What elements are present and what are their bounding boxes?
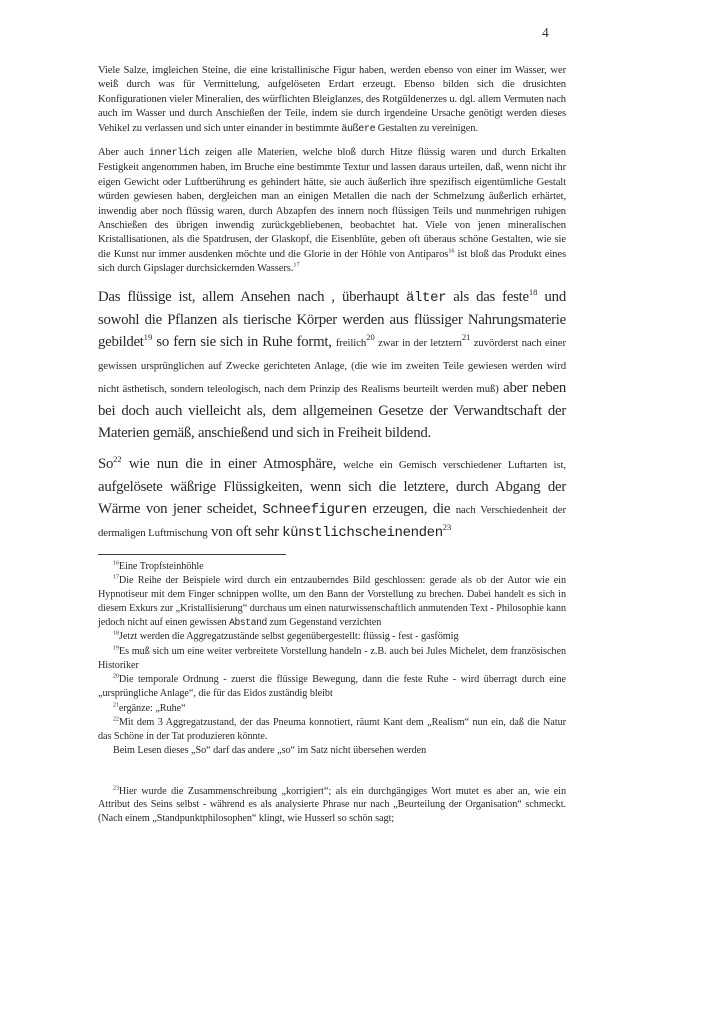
text-run: ergänze: „Ruhe“: [118, 702, 186, 714]
footnote-text: [98, 702, 566, 716]
footnote-number: 22: [113, 717, 119, 724]
text-run: älter: [406, 289, 447, 306]
footnote-18: [98, 630, 566, 644]
footnote-text: [98, 785, 566, 826]
text-run: aber neben bei doch auch vielleicht als, dem allgemeinen Gesetze der Verwandtschaft der Materien gemäß, anschießend und sich in Freiheit bildend.: [98, 379, 567, 441]
footnote-reference: 17: [293, 262, 300, 269]
paragraph: [98, 286, 566, 444]
text-run: ist bloß das Produkt eines sich durch Gipslager durchsickernden Wassers.: [98, 248, 566, 275]
text-run: zwar in der letztern: [374, 336, 462, 349]
text-run: zum Gegenstand verzichten: [266, 616, 382, 628]
text-run: Das flüssige ist, allem Ansehen nach , überhaupt: [98, 288, 406, 305]
text-run: und sowohl die Pflanzen als tierische Körper werden aus flüssiger Nahrungsmaterie gebildet: [98, 288, 566, 350]
footnote-19: [98, 645, 566, 672]
text-run: Eine Tropfsteinhöhle: [118, 560, 204, 572]
page-content: [98, 64, 566, 827]
text-run: künstlichscheinenden: [282, 524, 443, 541]
text-run: zeigen alle Materien, welche bloß durch Hitze flüssig waren und durch Erkalten Festigkeit angenommen haben, im Bruche eine bestimmte Textur und lassen daraus urteilen, daß, wenn nicht ihr eigen Gewicht oder Luftberührung es gehindert hätte, sie auch äußerlich ihre spezifisch eigentümliche Gestalt würden gewiesen haben, dergleichen man an einigen Metallen die nach der Schmelzung äußerlich erhärtet, inwendig aber noch flüssig waren, durch Abzapfen des innern noch flüssigen Teils und nunmehrigen ruhigen Anschießen des übrigen inwendig zurückgebliebenen, beobachtet hat. Viele von jenen mineralischen Kristallisationen, als die Spatdrusen, der Glaskopf, die Eisenblüte, geben oft überaus schöne Gestalten, wie sie die Kunst nur immer ausdenken möchte und die Glorie in der Höhle von Antiparos: [98, 147, 566, 260]
text-run: Es muß sich um eine weiter verbreitete Vorstellung handeln - z.B. auch bei Jules Michelet, dem französischen Historiker: [98, 645, 566, 671]
footnote-text: [98, 574, 566, 629]
footnote-number: 16: [113, 560, 119, 567]
footnote-23: [98, 785, 566, 826]
text-run: Die temporale Ordnung - zuerst die flüssige Bewegung, dann die feste Ruhe - wird überragt durch eine „ursprüngliche Anlage“, die für das Eidos zuständig bleibt: [98, 674, 566, 700]
text-run: Aber auch: [98, 147, 149, 159]
footnote-number: 19: [113, 645, 119, 652]
text-run: innerlich: [148, 148, 200, 160]
footnote-17: [98, 574, 566, 629]
footnote-reference: 16: [448, 248, 455, 255]
text-run: Beim Lesen dieses „So“ darf das andere „so“ im Satz nicht übersehen werden: [113, 744, 427, 756]
text-run: aufgelösete wäßrige Flüssigkeiten, wenn sich die letztere, durch Abgang der Wärme von jener scheidet,: [98, 478, 566, 517]
text-run: äußere: [341, 123, 376, 135]
footnote-text: [98, 560, 566, 574]
footnote-16: [98, 560, 566, 574]
text-run: So: [98, 455, 114, 472]
footnote-22: [98, 716, 566, 757]
text-run: so fern sie sich in Ruhe formt,: [152, 333, 336, 350]
text-run: Mit dem 3 Aggregatzustand, der das Pneuma konnotiert, räumt Kant dem „Realism“ nun ein, daß die Natur das Schöne in der Tat produzieren könnte.: [98, 717, 566, 743]
text-run: welche ein Gemisch verschiedener Luftarten ist,: [343, 458, 566, 471]
footnote-reference: 20: [366, 331, 375, 342]
text-run: Viele Salze, imgleichen Steine, die eine kristallinische Figur haben, werden ebenso von einer im Wasser, wer weiß durch was für Vermittelung, aufgelöseten Erdart erzeugt. Ebenso bilden sich die drusichten Konfigurationen vieler Mineralien, des würflichten Bleiglanzes, des Rotgüldenerzes u. dgl. allem Vermuten nach auch im Wasser und durch Anschießen der Teile, indem sie durch irgendeine Ursache genötigt werden dieses Vehikel zu verlassen und sich unter einander in bestimmte: [98, 65, 566, 134]
text-run: als das feste: [446, 288, 529, 305]
footnote-text: [98, 630, 566, 644]
body-paragraphs: [98, 64, 566, 544]
footnote-reference: 21: [461, 331, 471, 342]
footnote-number: 18: [113, 630, 119, 637]
footnote-reference: 22: [113, 453, 122, 464]
text-run: Gestalten zu vereinigen.: [375, 122, 479, 134]
footnote-number: 21: [113, 702, 119, 709]
footnote-number: 20: [113, 673, 119, 680]
text-run: wie nun die in einer Atmosphäre,: [121, 455, 344, 472]
paragraph: [98, 146, 566, 277]
footnote-reference: 19: [143, 331, 153, 342]
paragraph: [98, 453, 566, 544]
text-run: Jetzt werden die Aggregatzustände selbst gegenübergestellt: flüssig - fest - gasfömig: [118, 631, 459, 643]
footnote-20: [98, 673, 566, 700]
footnote-text: [98, 716, 566, 743]
text-run: Abstand: [229, 616, 267, 628]
text-run: von oft sehr: [207, 523, 283, 540]
text-run: erzeugen, die: [366, 500, 456, 517]
footnote-separator: [98, 554, 286, 555]
text-run: nach Verschiedenheit der dermaligen Luftmischung: [98, 503, 566, 539]
footnote-reference: 18: [528, 286, 538, 297]
footnote-number: 17: [113, 575, 119, 581]
text-run: freilich: [335, 336, 367, 349]
paragraph: [98, 64, 566, 137]
footnote-text: [98, 645, 566, 672]
footnote-number: 23: [113, 785, 119, 792]
footnote-text: [98, 673, 566, 700]
footnote-21: [98, 702, 566, 716]
footnotes: [98, 560, 566, 826]
text-run: zuvörderst nach einer gewissen ursprünglichen auf Zwecke gerichteten Anlage, (die wie im zweiten Teile gewiesen werden wird nicht ästhetisch, sondern teleologisch, nach dem Prinzip des Realisms beurteilt werden muß): [98, 336, 566, 395]
page-number: 4: [542, 25, 549, 40]
text-run: Hier wurde die Zusammenschreibung „korrigiert“; als ein durchgängiges Wort mutet es aber an, wie ein Attribut des Seins selbst - während es als analysierte Phrase nur nach „Beurteilung der Organisation“ schmeckt. (Nach einem „Standpunktphilosophen“ klingt, wie Husserl so schön sagt;: [98, 785, 566, 824]
footnote-reference: 23: [442, 521, 452, 532]
footnote-text: [98, 744, 566, 758]
text-run: Schneefiguren: [262, 501, 367, 518]
text-run: Die Reihe der Beispiele wird durch ein entzauberndes Bild geschlossen: gerade als ob der Autor wie ein Hypnotiseur mit dem Finger schnippen wollte, um den Bann der Vorstellung zu brechen. Dabei handelt es sich in diesem Exkurs zur „Kristallisierung“ durchaus um einen naturwissenschaftlich anmutenden Text - Philosophie kann jedoch nicht auf einen gewissen: [98, 575, 566, 628]
